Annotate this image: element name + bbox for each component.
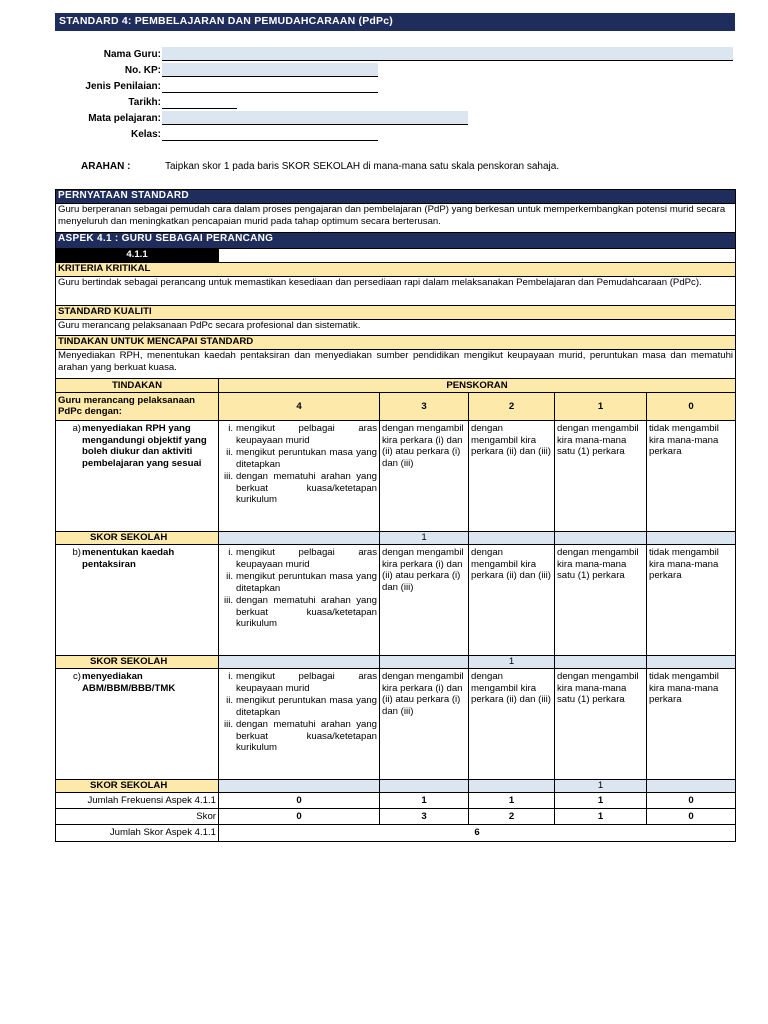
score-3-description: dengan mengambil kira perkara (i) dan (ii) atau perkara (i) dan (iii) — [380, 421, 469, 532]
no-kp-field[interactable] — [162, 63, 378, 77]
assessment-table — [55, 189, 736, 842]
criteria-item: dengan mematuhi arahan yang berkuat kuasa/ketetapan kurikulum — [236, 471, 377, 505]
jumlah-frekuensi-value: 1 — [469, 793, 555, 809]
tarikh-label: Tarikh: — [128, 96, 161, 108]
criteria-item: mengikut pelbagai aras keupayaan murid — [236, 547, 377, 570]
jenis-penilaian-field[interactable] — [162, 79, 378, 93]
criteria-number: ii. — [226, 695, 233, 706]
table-row — [56, 545, 736, 656]
info-row-nama-guru — [55, 47, 733, 61]
kriteria-title: KRITERIA KRITIKAL — [56, 263, 736, 277]
criteria-item: mengikut pelbagai aras keupayaan murid — [236, 423, 377, 446]
no-kp-label: No. KP: — [124, 64, 161, 76]
score-2-description: dengan mengambil kira perkara (ii) dan (iii) — [469, 545, 555, 656]
criteria-number: iii. — [223, 471, 233, 482]
jumlah-frekuensi-label: Jumlah Frekuensi Aspek 4.1.1 — [56, 793, 219, 809]
action-letter: c) — [73, 671, 81, 682]
skor-sekolah-cell[interactable] — [380, 656, 469, 669]
score-header-2: 2 — [469, 393, 555, 421]
score-0-description: tidak mengambil kira mana-mana perkara — [647, 545, 736, 656]
score-2-description: dengan mengambil kira perkara (ii) dan (iii) — [469, 421, 555, 532]
action-text: menyediakan RPH yang mengandungi objektif yang boleh diukur dan aktiviti pembelajaran yang sesuai — [82, 423, 207, 469]
criteria-item: mengikut peruntukan masa yang ditetapkan — [236, 695, 377, 718]
jenis-penilaian-label: Jenis Penilaian: — [85, 80, 161, 92]
action-c — [58, 671, 216, 694]
skor-sekolah-cell[interactable] — [469, 780, 555, 793]
action-text: menentukan kaedah pentaksiran — [82, 547, 175, 570]
penskoran-header: PENSKORAN — [219, 379, 736, 393]
info-row-no-kp — [55, 63, 378, 77]
kualiti-text: Guru merancang pelaksanaan PdPc secara profesional dan sistematik. — [56, 320, 736, 336]
score-3-description: dengan mengambil kira perkara (i) dan (ii) atau perkara (i) dan (iii) — [380, 545, 469, 656]
table-row — [56, 669, 736, 780]
criteria-item: dengan mematuhi arahan yang berkuat kuasa/ketetapan kurikulum — [236, 719, 377, 753]
score-header-4: 4 — [219, 393, 380, 421]
tindakan-std-title: TINDAKAN UNTUK MENCAPAI STANDARD — [56, 336, 736, 350]
score-header-3: 3 — [380, 393, 469, 421]
aspek-code: 4.1.1 — [56, 249, 219, 263]
jumlah-frekuensi-value: 1 — [380, 793, 469, 809]
action-letter: b) — [72, 547, 81, 558]
aspek-code-blank — [219, 249, 736, 263]
kriteria-text: Guru bertindak sebagai perancang untuk memastikan kesediaan dan persediaan rapi dalam melaksanakan Pembelajaran dan Pemudahcaraan (PdPc). — [56, 277, 736, 306]
info-row-tarikh — [55, 95, 237, 109]
skor-value: 1 — [555, 809, 647, 825]
skor-value: 0 — [647, 809, 736, 825]
score-2-description: dengan mengambil kira perkara (ii) dan (iii) — [469, 669, 555, 780]
criteria-number: ii. — [226, 447, 233, 458]
criteria-item: mengikut peruntukan masa yang ditetapkan — [236, 447, 377, 470]
jumlah-frekuensi-value: 0 — [647, 793, 736, 809]
skor-sekolah-cell[interactable] — [219, 656, 380, 669]
aspek-title: ASPEK 4.1 : GURU SEBAGAI PERANCANG — [56, 233, 736, 249]
score-header-0: 0 — [647, 393, 736, 421]
standard-header: STANDARD 4: PEMBELAJARAN DAN PEMUDAHCARAAN (PdPc) — [55, 13, 735, 31]
criteria-number: iii. — [223, 595, 233, 606]
skor-sekolah-cell[interactable]: 1 — [380, 532, 469, 545]
criteria-number: i. — [228, 671, 233, 682]
info-row-jenis-penilaian — [55, 79, 378, 93]
skor-value: 0 — [219, 809, 380, 825]
skor-sekolah-cell[interactable] — [555, 656, 647, 669]
criteria-item: mengikut pelbagai aras keupayaan murid — [236, 671, 377, 694]
criteria-list — [221, 547, 377, 630]
skor-sekolah-cell[interactable]: 1 — [555, 780, 647, 793]
jumlah-frekuensi-value: 1 — [555, 793, 647, 809]
kelas-label: Kelas: — [130, 128, 161, 140]
info-row-kelas — [55, 127, 378, 141]
criteria-item: mengikut peruntukan masa yang ditetapkan — [236, 571, 377, 594]
arahan-label: ARAHAN : — [81, 161, 131, 172]
action-a — [58, 423, 216, 469]
arahan-text: Taipkan skor 1 pada baris SKOR SEKOLAH di mana-mana satu skala penskoran sahaja. — [165, 161, 560, 172]
pernyataan-title: PERNYATAAN STANDARD — [56, 190, 736, 204]
score-0-description: tidak mengambil kira mana-mana perkara — [647, 421, 736, 532]
skor-sekolah-label: SKOR SEKOLAH — [56, 656, 219, 669]
kelas-field[interactable] — [162, 127, 378, 141]
score-1-description: dengan mengambil kira mana-mana satu (1) perkara — [555, 421, 647, 532]
criteria-number: i. — [228, 547, 233, 558]
pernyataan-text: Guru berperanan sebagai pemudah cara dalam proses pengajaran dan pembelajaran (PdP) yang berkesan untuk memperkembangkan potensi murid secara menyeluruh dan meningkatkan pencapaian murid pada tahap optimum secara berterusan. — [56, 204, 736, 233]
arahan-instruction — [81, 161, 559, 172]
score-1-description: dengan mengambil kira mana-mana satu (1) perkara — [555, 669, 647, 780]
criteria-number: ii. — [226, 571, 233, 582]
mata-pelajaran-field[interactable] — [162, 111, 468, 125]
tindakan-std-text: Menyediakan RPH, menentukan kaedah pentaksiran dan menyediakan sumber pendidikan mengikut keupayaan murid, peruntukan masa dan mematuhi arahan yang berkuat kuasa. — [56, 350, 736, 379]
kualiti-title: STANDARD KUALITI — [56, 306, 736, 320]
skor-value: 2 — [469, 809, 555, 825]
skor-value: 3 — [380, 809, 469, 825]
guru-merancang-label: Guru merancang pelaksanaan PdPc dengan: — [56, 393, 219, 421]
skor-sekolah-cell[interactable] — [469, 532, 555, 545]
action-b — [58, 547, 216, 570]
criteria-list — [221, 423, 377, 506]
nama-guru-field[interactable] — [162, 47, 733, 61]
nama-guru-label: Nama Guru: — [103, 48, 161, 60]
tarikh-field[interactable] — [162, 95, 237, 109]
jumlah-frekuensi-value: 0 — [219, 793, 380, 809]
score-1-description: dengan mengambil kira mana-mana satu (1) perkara — [555, 545, 647, 656]
jumlah-skor-value: 6 — [219, 825, 736, 842]
score-0-description: tidak mengambil kira mana-mana perkara — [647, 669, 736, 780]
jumlah-skor-label: Jumlah Skor Aspek 4.1.1 — [56, 825, 219, 842]
criteria-number: iii. — [223, 719, 233, 730]
tindakan-header: TINDAKAN — [56, 379, 219, 393]
score-3-description: dengan mengambil kira perkara (i) dan (ii) atau perkara (i) dan (iii) — [380, 669, 469, 780]
action-text: menyediakan ABM/BBM/BBB/TMK — [82, 671, 176, 694]
skor-sekolah-cell[interactable] — [219, 780, 380, 793]
criteria-number: i. — [228, 423, 233, 434]
skor-sekolah-cell[interactable] — [647, 532, 736, 545]
action-letter: a) — [72, 423, 81, 434]
skor-sekolah-cell[interactable]: 1 — [469, 656, 555, 669]
skor-label: Skor — [56, 809, 219, 825]
skor-sekolah-label: SKOR SEKOLAH — [56, 780, 219, 793]
table-row — [56, 421, 736, 532]
criteria-item: dengan mematuhi arahan yang berkuat kuasa/ketetapan kurikulum — [236, 595, 377, 629]
skor-sekolah-label: SKOR SEKOLAH — [56, 532, 219, 545]
skor-sekolah-cell[interactable] — [219, 532, 380, 545]
skor-sekolah-cell[interactable] — [380, 780, 469, 793]
score-header-1: 1 — [555, 393, 647, 421]
skor-sekolah-cell[interactable] — [647, 656, 736, 669]
criteria-list — [221, 671, 377, 754]
mata-pelajaran-label: Mata pelajaran: — [88, 112, 161, 124]
info-row-mata-pelajaran — [55, 111, 468, 125]
skor-sekolah-cell[interactable] — [555, 532, 647, 545]
skor-sekolah-cell[interactable] — [647, 780, 736, 793]
